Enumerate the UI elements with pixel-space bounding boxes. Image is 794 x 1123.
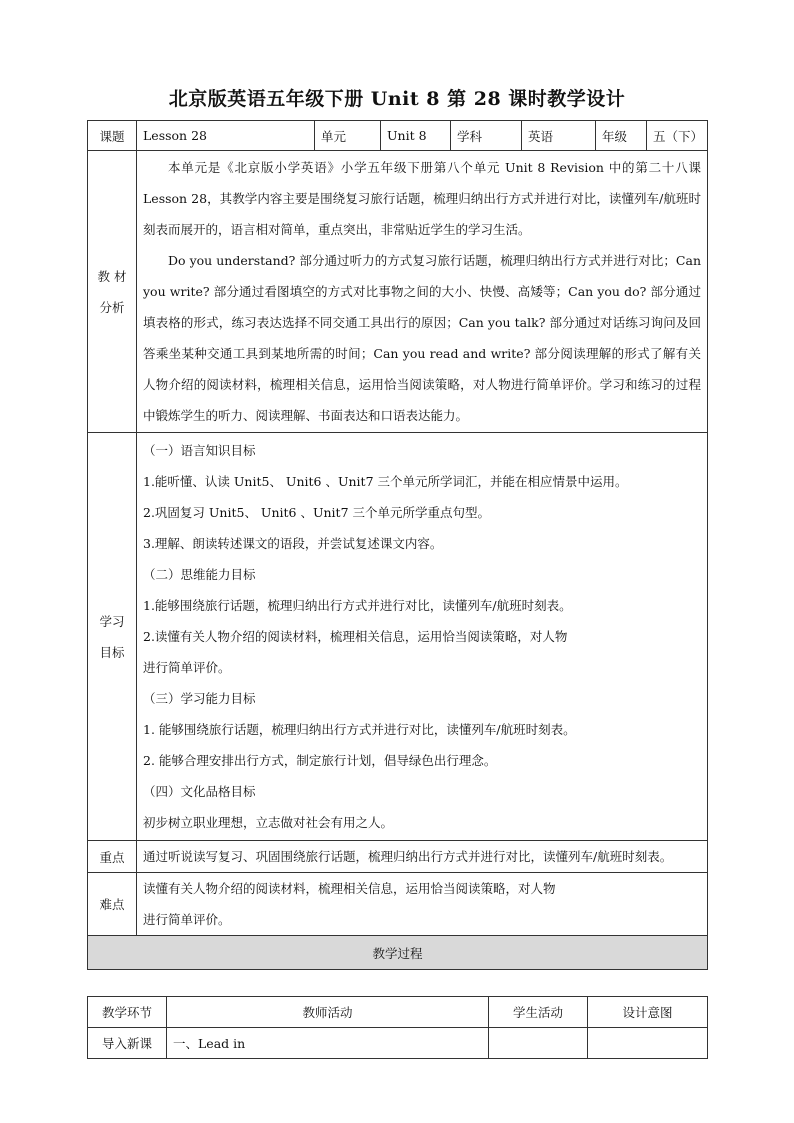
process-col-purpose: 设计意图	[588, 997, 708, 1028]
objective-line: 2.巩固复习 Unit5、 Unit6 、Unit7 三个单元所学重点句型。	[143, 505, 490, 520]
process-stage-cell: 导入新课	[88, 1028, 167, 1059]
analysis-content	[137, 151, 708, 433]
difficulties-line: 进行简单评价。	[143, 912, 231, 927]
analysis-label	[88, 151, 137, 433]
topic-label: 课题	[88, 121, 137, 151]
analysis-row	[88, 151, 708, 433]
objective-line: 1.能够围绕旅行话题，梳理归纳出行方式并进行对比，读懂列车/航班时刻表。	[143, 598, 572, 613]
objective-line: （一）语言知识目标	[143, 443, 256, 458]
objective-line: 2. 能够合理安排出行方式，制定旅行计划，倡导绿色出行理念。	[143, 753, 497, 768]
objective-line: 3.理解、朗读转述课文的语段，并尝试复述课文内容。	[143, 536, 443, 551]
difficulties-content	[137, 873, 708, 936]
process-col-teacher: 教师活动	[167, 997, 489, 1028]
difficulties-line: 读懂有关人物介绍的阅读材料，梳理相关信息，运用恰当阅读策略，对人物	[143, 881, 556, 896]
process-purpose-cell	[588, 1028, 708, 1059]
key-points-text: 通过听说读写复习、巩固围绕旅行话题，梳理归纳出行方式并进行对比，读懂列车/航班时刻表。	[143, 849, 673, 864]
key-points-row	[88, 841, 708, 873]
key-points-content	[137, 841, 708, 873]
unit-value: Unit 8	[381, 121, 451, 151]
process-table	[87, 996, 708, 1059]
objective-line: 初步树立职业理想，立志做对社会有用之人。	[143, 815, 394, 830]
header-row	[88, 121, 708, 151]
analysis-paragraph-1: 本单元是《北京版小学英语》小学五年级下册第八个单元 Unit 8 Revision 中的第二十八课 Lesson 28，其教学内容主要是围绕复习旅行话题，梳理归纳出行方式并进行对比，读懂列车/航班时刻表而展开的，语言相对简单，重点突出，非常贴近学生的学习生活。	[143, 160, 701, 237]
objective-line: （三）学习能力目标	[143, 691, 256, 706]
objectives-label-line2: 目标	[99, 644, 125, 660]
objectives-row	[88, 433, 708, 841]
table-row	[88, 1028, 708, 1059]
page-title: 北京版英语五年级下册 Unit 8 第 28 课时教学设计	[168, 88, 626, 110]
process-header-row	[88, 997, 708, 1028]
topic-value: Lesson 28	[137, 121, 315, 151]
process-student-cell	[489, 1028, 588, 1059]
objectives-label	[88, 433, 137, 841]
analysis-label-line2: 分析	[99, 299, 125, 315]
grade-value: 五（下）	[647, 121, 708, 151]
process-col-student: 学生活动	[489, 997, 588, 1028]
process-col-stage: 教学环节	[88, 997, 167, 1028]
objective-line: 2.读懂有关人物介绍的阅读材料，梳理相关信息，运用恰当阅读策略，对人物	[143, 629, 568, 644]
process-title: 教学过程	[88, 936, 708, 970]
difficulties-label: 难点	[88, 873, 137, 936]
objectives-label-line1: 学习	[99, 613, 125, 629]
objective-line: （二）思维能力目标	[143, 567, 256, 582]
analysis-paragraph-2: Do you understand? 部分通过听力的方式复习旅行话题，梳理归纳出行方式并进行对比；Can you write? 部分通过看图填空的方式对比事物之间的大小、快慢、高矮等；Can you do? 部分通过填表格的形式，练习表达选择不同交通工具出行的原因；Can you talk? 部分通过对话练习询问及回答乘坐某种交通工具到某地所需的时间；Can you read and write? 部分阅读理解的形式了解有关人物介绍的阅读材料，梳理相关信息，运用恰当阅读策略，对人物进行简单评价。学习和练习的过程中锻炼学生的听力、阅读理解、书面表达和口语表达能力。	[143, 253, 701, 423]
subject-label: 学科	[451, 121, 522, 151]
difficulties-row	[88, 873, 708, 936]
lesson-plan-table	[87, 120, 708, 970]
objectives-content	[137, 433, 708, 841]
objective-line: （四）文化品格目标	[143, 784, 256, 799]
unit-label: 单元	[315, 121, 381, 151]
key-points-label: 重点	[88, 841, 137, 873]
process-title-row	[88, 936, 708, 970]
objective-line: 1. 能够围绕旅行话题，梳理归纳出行方式并进行对比，读懂列车/航班时刻表。	[143, 722, 576, 737]
grade-label: 年级	[596, 121, 647, 151]
process-teacher-cell: 一、Lead in	[167, 1028, 489, 1059]
subject-value: 英语	[522, 121, 596, 151]
objective-line: 进行简单评价。	[143, 660, 231, 675]
analysis-label-line1: 教 材	[97, 268, 127, 284]
objective-line: 1.能听懂、认读 Unit5、 Unit6 、Unit7 三个单元所学词汇，并能在相应情景中运用。	[143, 474, 628, 489]
